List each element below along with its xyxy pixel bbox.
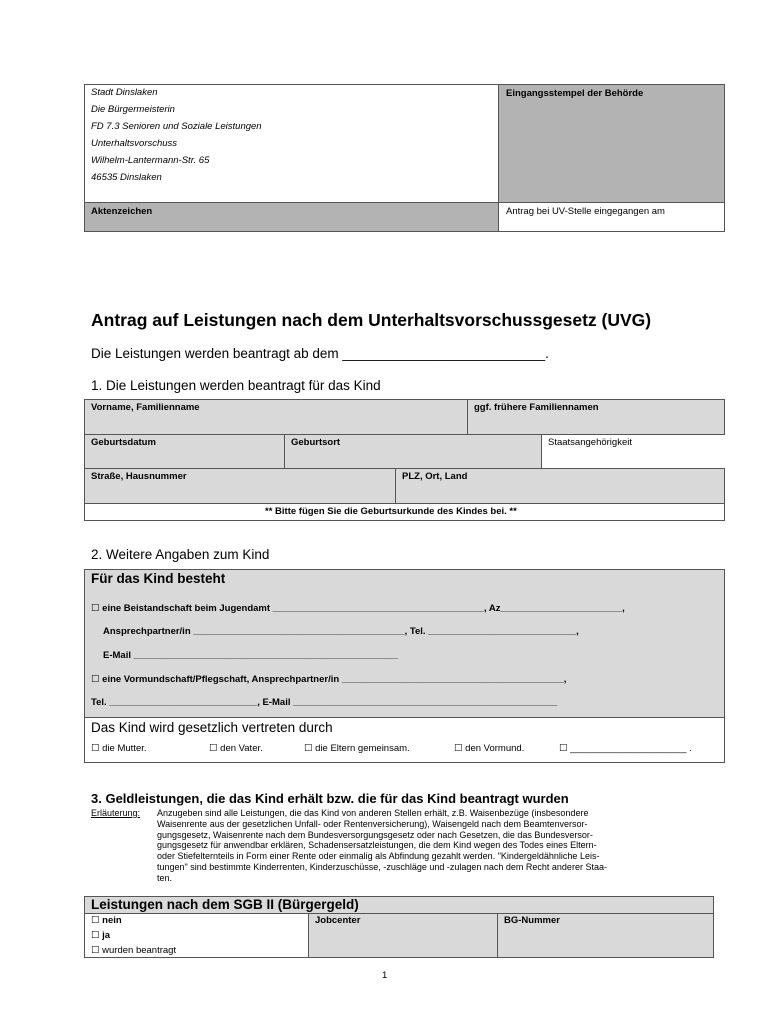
bg-number-label[interactable]: BG-Nummer	[504, 915, 560, 926]
child-table-v3	[395, 468, 396, 504]
representation-heading: Das Kind wird gesetzlich vertreten durch	[91, 720, 333, 735]
child-table-v1	[467, 399, 468, 434]
street-label[interactable]: Straße, Hausnummer	[91, 471, 187, 482]
explanation-line: Anzugeben sind alle Leistungen, die das Kind von anderen Stellen erhält, z.B. Waisenbezüge (insbesondere	[157, 808, 589, 818]
received-label: Antrag bei UV-Stelle eingegangen am	[506, 206, 665, 217]
explanation-text	[157, 808, 717, 884]
explanation-line: tungen" sind bestimmte Kinderrenten, Kinderzuschüsse, -zuschläge und -zulagen nach dem Recht anderer Staa-	[157, 861, 607, 872]
stamp-area	[499, 85, 724, 202]
start-date-line[interactable]: Die Leistungen werden beantragt ab dem ___________________________.	[91, 346, 549, 361]
stamp-label: Eingangsstempel der Behörde	[506, 88, 644, 99]
sgb2-heading: Leistungen nach dem SGB II (Bürgergeld)	[91, 897, 359, 912]
address-line-6: 46535 Dinslaken	[91, 172, 162, 183]
page-title: Antrag auf Leistungen nach dem Unterhaltsvorschussgesetz (UVG)	[91, 310, 652, 330]
row-divider	[84, 202, 725, 203]
explanation-line: oder Stiefelternteils in Form einer Rente oder einmalig als Abfindung gezahlt werden. "Kindergeldähnliche Leis-	[157, 851, 600, 862]
sgb2-option-no[interactable]: ☐ nein	[91, 915, 122, 926]
birthplace-label[interactable]: Geburtsort	[291, 437, 341, 448]
rep-option-mother[interactable]: ☐ die Mutter.	[91, 743, 147, 754]
vormundschaft-option[interactable]: ☐ eine Vormundschaft/Pflegschaft, Ansprechpartner/in __________________________________________,	[91, 674, 567, 685]
rep-option-guardian[interactable]: ☐ den Vormund.	[454, 743, 525, 754]
nationality-label[interactable]: Staatsangehörigkeit	[548, 437, 632, 448]
address-line-2: Die Bürgermeisterin	[91, 104, 175, 115]
stamp-divider	[498, 84, 499, 232]
birthdate-label[interactable]: Geburtsdatum	[91, 437, 156, 448]
section-3-heading: 3. Geldleistungen, die das Kind erhält bzw. die für das Kind beantragt wurden	[91, 791, 569, 806]
section-2-heading: 2. Weitere Angaben zum Kind	[91, 547, 270, 562]
explanation-label: Erläuterung:	[91, 808, 141, 818]
address-line-4: Unterhaltsvorschuss	[91, 138, 178, 149]
page-number: 1	[382, 970, 388, 981]
jobcenter-label[interactable]: Jobcenter	[315, 915, 361, 926]
explanation-line: gungsgesetz, Waisenrente nach dem Bundesversorgungsgesetz oder nach Gesetzen, die das Bundesversor-	[157, 829, 593, 840]
guardianship-heading: Für das Kind besteht	[91, 571, 226, 586]
file-ref-label: Aktenzeichen	[91, 206, 153, 217]
former-names-label[interactable]: ggf. frühere Familiennamen	[474, 402, 599, 413]
contact-person-line[interactable]: Ansprechpartner/in ________________________________________, Tel. ____________________________,	[103, 626, 579, 637]
city-label[interactable]: PLZ, Ort, Land	[402, 471, 468, 482]
explanation-line: ten.	[157, 872, 173, 883]
rep-option-other[interactable]: ☐ ______________________ .	[559, 743, 692, 754]
explanation-line: Waisenrente aus der gesetzlichen Unfall- oder Rentenversicherung), Waisengeld nach dem Beamtenversor-	[157, 818, 588, 829]
section-1-heading: 1. Die Leistungen werden beantragt für das Kind	[91, 378, 381, 393]
sgb2-v1	[308, 913, 309, 958]
address-line-1: Stadt Dinslaken	[91, 87, 158, 98]
sgb2-option-yes[interactable]: ☐ ja	[91, 930, 111, 941]
rep-option-father[interactable]: ☐ den Vater.	[209, 743, 263, 754]
tel-email-line[interactable]: Tel. ____________________________, E-Mail __________________________________________________	[91, 697, 558, 708]
beistandschaft-option[interactable]: ☐ eine Beistandschaft beim Jugendamt ________________________________________, Az_______________________,	[91, 603, 625, 614]
name-label[interactable]: Vorname, Familienname	[91, 402, 200, 413]
email-line[interactable]: E-Mail __________________________________________________	[103, 650, 398, 661]
child-table-h2	[84, 468, 725, 469]
child-table-v2	[284, 434, 285, 468]
explanation-line: gungsgesetz für anwendbar erklären, Schadensersatzleistungen, die dem Kind wegen des Todes eines Eltern-	[157, 840, 597, 851]
birth-cert-note: ** Bitte fügen Sie die Geburtsurkunde des Kindes bei. **	[265, 506, 517, 517]
sgb2-option-applied[interactable]: ☐ wurden beantragt	[91, 945, 177, 956]
address-line-3: FD 7.3 Senioren und Soziale Leistungen	[91, 121, 262, 132]
address-line-5: Wilhelm-Lantermann-Str. 65	[91, 155, 210, 166]
sgb2-v2	[497, 913, 498, 958]
rep-option-parents[interactable]: ☐ die Eltern gemeinsam.	[304, 743, 410, 754]
